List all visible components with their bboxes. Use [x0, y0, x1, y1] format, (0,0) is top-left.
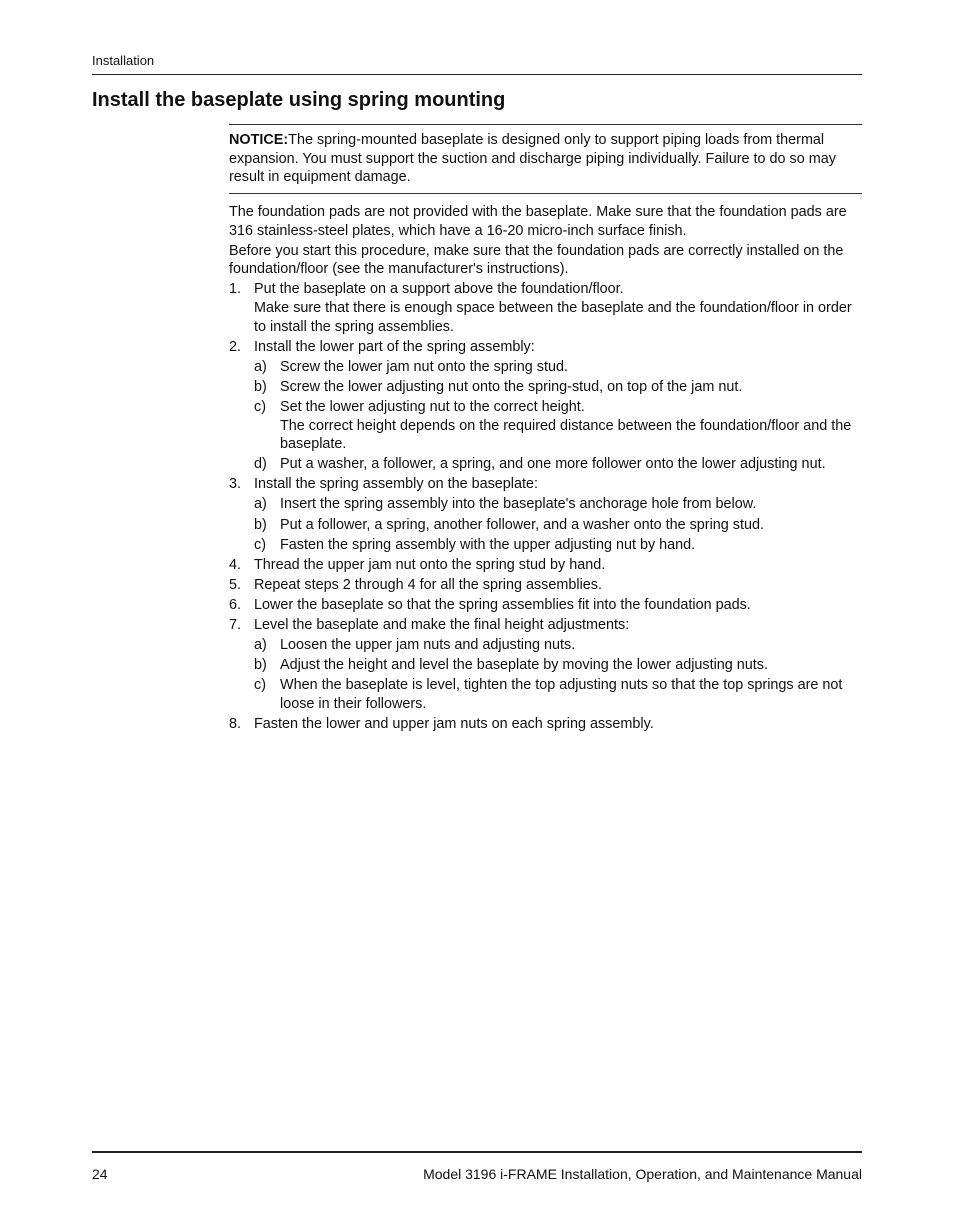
substep-item — [254, 455, 862, 474]
substep-letter: c) — [254, 677, 266, 694]
substep-letter: a) — [254, 496, 267, 513]
step-item — [229, 715, 862, 734]
step-text: Lower the baseplate so that the spring assemblies fit into the foundation pads. — [254, 596, 751, 613]
substep-item — [254, 358, 862, 377]
step-list — [229, 280, 862, 733]
step-number: 7. — [229, 616, 242, 633]
procedure-body — [229, 203, 862, 734]
substep-text: Set the lower adjusting nut to the correct height. — [280, 398, 585, 415]
step-text: Thread the upper jam nut onto the spring stud by hand. — [254, 556, 606, 573]
substep-item — [254, 378, 862, 397]
substep-text: Adjust the height and level the baseplate by moving the lower adjusting nuts. — [280, 657, 768, 674]
step-text: Fasten the lower and upper jam nuts on each spring assembly. — [254, 715, 654, 732]
step-detail: Make sure that there is enough space between the baseplate and the foundation/floor in order to install the spring assemblies. — [254, 299, 852, 335]
substep-detail: The correct height depends on the required distance between the foundation/floor and the baseplate. — [280, 417, 852, 453]
step-number: 4. — [229, 556, 242, 573]
step-text: Install the lower part of the spring assembly: — [254, 338, 535, 355]
notice-text: The spring-mounted baseplate is designed only to support piping loads from thermal expansion. You must support the suction and discharge piping individually. Failure to do so may result in equipment damage. — [229, 132, 836, 186]
substep-letter: b) — [254, 516, 267, 533]
step-number: 2. — [229, 338, 242, 355]
substep-item — [254, 495, 862, 514]
substep-item — [254, 676, 862, 713]
step-item — [229, 616, 862, 713]
page-number: 24 — [92, 1166, 108, 1182]
substep-text: When the baseplate is level, tighten the top adjusting nuts so that the top springs are not loose in their followers. — [280, 677, 843, 712]
substep-letter: b) — [254, 657, 267, 674]
substep-letter: c) — [254, 536, 266, 553]
substep-text: Loosen the upper jam nuts and adjusting nuts. — [280, 637, 576, 654]
substep-text: Fasten the spring assembly with the upper adjusting nut by hand. — [280, 536, 696, 553]
substep-list — [254, 358, 862, 474]
header-divider — [92, 74, 862, 75]
step-item — [229, 475, 862, 554]
step-text: Install the spring assembly on the baseplate: — [254, 476, 538, 493]
substep-list — [254, 636, 862, 713]
step-number: 8. — [229, 715, 242, 732]
step-item — [229, 596, 862, 615]
substep-item — [254, 536, 862, 555]
step-item — [229, 280, 862, 336]
substep-text: Put a follower, a spring, another follower, and a washer onto the spring stud. — [280, 516, 764, 533]
substep-text: Screw the lower jam nut onto the spring stud. — [280, 358, 568, 375]
substep-letter: b) — [254, 378, 267, 395]
step-item — [229, 576, 862, 595]
substep-letter: a) — [254, 637, 267, 654]
notice-box — [229, 124, 862, 194]
substep-item — [254, 516, 862, 535]
substep-text: Insert the spring assembly into the baseplate's anchorage hole from below. — [280, 496, 757, 513]
substep-item — [254, 398, 862, 454]
substep-list — [254, 495, 862, 554]
section-title: Install the baseplate using spring mounting — [92, 89, 506, 111]
substep-letter: a) — [254, 358, 267, 375]
step-text: Level the baseplate and make the final height adjustments: — [254, 616, 630, 633]
notice-label: NOTICE: — [229, 132, 289, 148]
substep-letter: c) — [254, 398, 266, 415]
step-item — [229, 338, 862, 474]
running-head: Installation — [92, 53, 155, 68]
substep-item — [254, 656, 862, 675]
substep-letter: d) — [254, 456, 267, 473]
step-item — [229, 556, 862, 575]
substep-text: Put a washer, a follower, a spring, and one more follower onto the lower adjusting nut. — [280, 456, 826, 473]
step-number: 1. — [229, 281, 242, 298]
step-text: Repeat steps 2 through 4 for all the spring assemblies. — [254, 576, 602, 593]
substep-item — [254, 636, 862, 655]
footer-divider — [92, 1151, 862, 1153]
substep-text: Screw the lower adjusting nut onto the spring-stud, on top of the jam nut. — [280, 378, 743, 395]
step-number: 3. — [229, 476, 242, 493]
manual-title: Model 3196 i-FRAME Installation, Operation, and Maintenance Manual — [423, 1166, 862, 1182]
intro-paragraph: The foundation pads are not provided with the baseplate. Make sure that the foundation pads are 316 stainless-steel plates, which have a 16-20 micro-inch surface finish. — [229, 204, 847, 239]
step-text: Put the baseplate on a support above the foundation/floor. — [254, 281, 624, 298]
intro-paragraph: Before you start this procedure, make sure that the foundation pads are correctly installed on the foundation/floor (see the manufacturer's instructions). — [229, 242, 844, 278]
step-number: 6. — [229, 596, 242, 613]
step-number: 5. — [229, 576, 242, 593]
